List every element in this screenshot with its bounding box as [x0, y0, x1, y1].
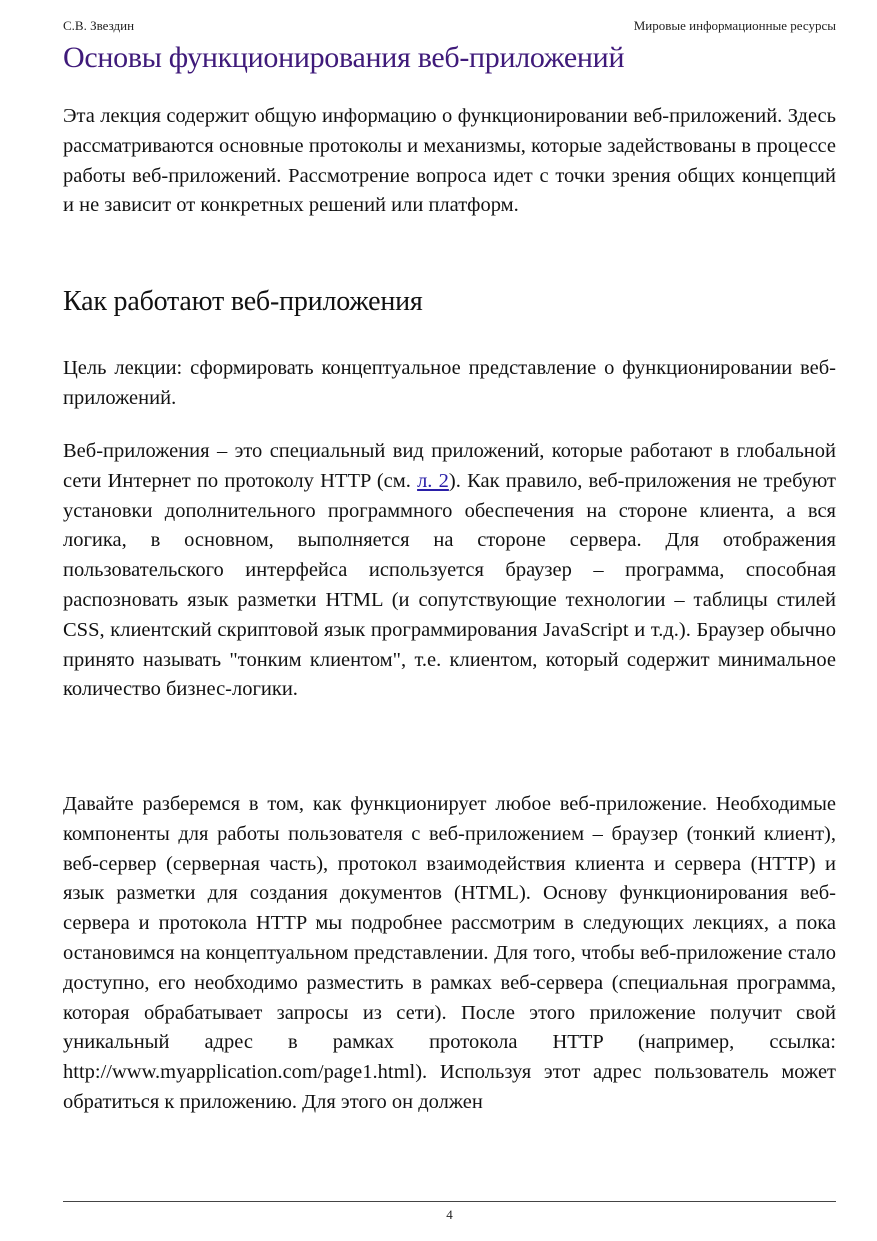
section-heading: Как работают веб-приложения: [63, 286, 423, 317]
intro-paragraph: Эта лекция содержит общую информацию о функционировании веб-приложений. Здесь рассматриваются основные протоколы и механизмы, которые задействованы в процессе работы веб-приложений. Рассмотрение вопроса идет с точки зрения общих концепций и не зависит от конкретных решений или платформ.: [63, 105, 836, 217]
page-title: Основы функционирования веб-приложений: [63, 41, 625, 74]
lecture-goal-paragraph: Цель лекции: сформировать концептуальное представление о функционировании веб-приложений.: [63, 357, 836, 409]
footer-divider: [63, 1201, 836, 1202]
web-app-functioning-paragraph: Давайте разберемся в том, как функционирует любое веб-приложение. Необходимые компоненты для работы пользователя с веб-приложением – браузер (тонкий клиент), веб-сервер (серверная часть), протокол взаимодействия клиента и сервера (HTTP) и язык разметки для создания документов (HTML). Основу функционирования веб-сервера и протокола HTTP мы подробнее рассмотрим в следующих лекциях, а пока остановимся на концептуальном представлении. Для того, чтобы веб-приложение стало доступно, его необходимо разместить в рамках веб-сервера (специальная программа, которая обрабатывает запросы из сети). После этого приложение получит свой уникальный адрес в рамках протокола HTTP (например, ссылка: http://www.myapplication.com/page1.html). Используя этот адрес пользователь может обратиться к приложению. Для этого он должен: [63, 793, 836, 1113]
header-course-title: Мировые информационные ресурсы: [633, 18, 836, 33]
page-number: 4: [446, 1207, 453, 1222]
paragraph-text-after-link: ). Как правило, веб-приложения не требуют установки дополнительного программного обеспечения на стороне клиента, а вся логика, в основном, выполняется на стороне сервера. Для отображения пользовательского интерфейса используется браузер – программа, способная распозновать язык разметки HTML (и сопутствующие технологии – таблицы стилей CSS, клиентский скриптовой язык программирования JavaScript и т.д.). Браузер обычно принято называть "тонким клиентом", т.е. клиентом, который содержит минимальное количество бизнес-логики.: [63, 469, 836, 701]
web-apps-definition-paragraph: [63, 437, 836, 705]
lecture-2-link[interactable]: л. 2: [417, 469, 449, 492]
document-page: [63, 0, 836, 1241]
header-author: С.В. Звездин: [63, 18, 135, 33]
paragraph-text-before-link: Веб-приложения – это специальный вид приложений, которые работают в глобальной сети Интернет по протоколу HTTP (см.: [63, 440, 836, 492]
running-header: [63, 16, 836, 36]
